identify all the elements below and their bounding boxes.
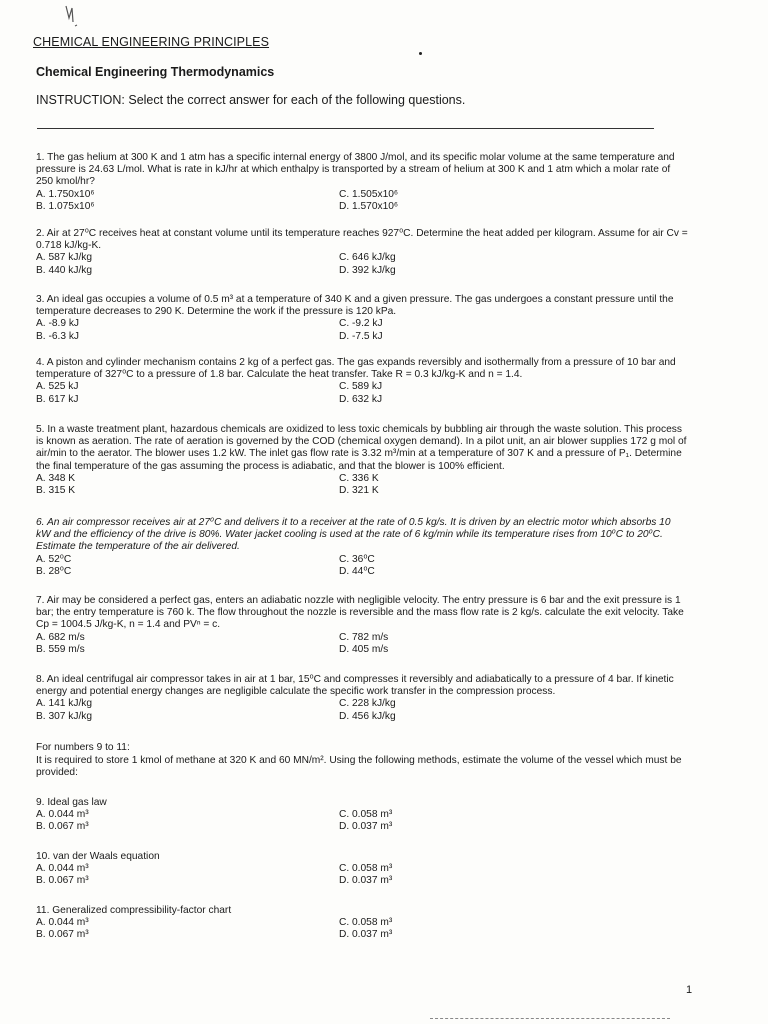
option-b[interactable]: B. 0.067 m³ (36, 821, 89, 833)
question-text: 1. The gas helium at 300 K and 1 atm has a specific internal energy of 3800 J/mol, and its specific molar volume at the same temperature and pressure is 24.63 L/mol. What is rate in kJ/hr at which enthalpy is transported by a stream of helium at 300 K and 1 atm which a molar rate of 250 kmol/hr? (36, 152, 675, 188)
option-c[interactable]: C. 1.505x10⁶ (339, 188, 399, 200)
stray-mark (419, 52, 422, 55)
question-text: 2. Air at 27⁰C receives heat at constant volume until its temperature reaches 927⁰C. Determine the heat added per kilogram. Assume for air Cv = 0.718 kJ/kg-K. (36, 228, 688, 252)
question-11 (36, 905, 688, 942)
option-b[interactable]: B. 0.067 m³ (36, 875, 89, 887)
option-a[interactable]: A. 348 K (36, 472, 76, 484)
question-2 (36, 228, 688, 277)
option-a[interactable]: A. 141 kJ/kg (36, 698, 93, 710)
option-d[interactable]: D. 1.570x10⁶ (339, 200, 399, 212)
course-title: CHEMICAL ENGINEERING PRINCIPLES (33, 35, 270, 49)
question-text: 9. Ideal gas law (36, 797, 107, 808)
option-d[interactable]: D. 456 kJ/kg (339, 710, 396, 722)
option-c[interactable]: C. 782 m/s (339, 631, 389, 643)
option-a[interactable]: A. 525 kJ (36, 381, 79, 393)
option-b[interactable]: B. 440 kJ/kg (36, 264, 93, 276)
question-6 (36, 517, 688, 578)
option-d[interactable]: D. 0.037 m³ (339, 929, 393, 941)
header-divider (37, 128, 654, 129)
page-number: 1 (686, 984, 693, 996)
option-d[interactable]: D. 392 kJ/kg (339, 264, 396, 276)
option-b[interactable]: B. 28⁰C (36, 565, 72, 577)
option-b[interactable]: B. 315 K (36, 485, 76, 497)
option-b[interactable]: B. 307 kJ/kg (36, 710, 93, 722)
question-7 (36, 595, 688, 656)
option-b[interactable]: B. 617 kJ (36, 393, 79, 405)
option-d[interactable]: D. -7.5 kJ (339, 330, 383, 342)
question-9 (36, 797, 688, 834)
question-text: 6. An air compressor receives air at 27⁰C and delivers it to a receiver at the rate of 0.5 kg/s. It is driven by an electric motor which absorbs 10 kW and the efficiency of the drive is 80%. Water jacket cooling is used at the rate of 6 kg/min while its temperature rises from 10⁰C to 20⁰C. Estimate the temperature of the air delivered. (36, 517, 671, 553)
option-b[interactable]: B. 559 m/s (36, 643, 85, 655)
group-text: It is required to store 1 kmol of methane at 320 K and 60 MN/m². Using the following methods, estimate the volume of the vessel which must be provided: (36, 754, 682, 778)
instruction-text: INSTRUCTION: Select the correct answer for each of the following questions. (36, 93, 466, 107)
option-c[interactable]: C. 0.058 m³ (339, 917, 393, 929)
option-d[interactable]: D. 405 m/s (339, 643, 389, 655)
question-text: 4. A piston and cylinder mechanism contains 2 kg of a perfect gas. The gas expands reversibly and isothermally from a pressure of 10 bar and temperature of 327⁰C to a pressure of 1.8 bar. Calculate the heat transfer. Take R = 0.3 kJ/kg-K and n = 1.4. (36, 357, 676, 381)
question-text: 3. An ideal gas occupies a volume of 0.5 m³ at a temperature of 340 K and a given pressure. The gas undergoes a constant pressure until the temperature decreases to 290 K. Determine the work if the pressure is 120 kPa. (36, 294, 674, 318)
question-5 (36, 424, 688, 497)
option-a[interactable]: A. 587 kJ/kg (36, 252, 93, 264)
option-a[interactable]: A. 0.044 m³ (36, 863, 89, 875)
question-4 (36, 357, 688, 406)
option-b[interactable]: B. 0.067 m³ (36, 929, 89, 941)
option-c[interactable]: C. 0.058 m³ (339, 809, 393, 821)
option-d[interactable]: D. 0.037 m³ (339, 875, 393, 887)
question-text: 8. An ideal centrifugal air compressor takes in air at 1 bar, 15⁰C and compresses it reversibly and adiabatically to a pressure of 4 bar. If kinetic energy and potential energy changes are negligible calculate the specific work transfer in the compression process. (36, 674, 674, 698)
option-b[interactable]: B. -6.3 kJ (36, 330, 80, 342)
option-d[interactable]: D. 44⁰C (339, 565, 375, 577)
option-a[interactable]: A. 0.044 m³ (36, 917, 89, 929)
option-a[interactable]: A. 682 m/s (36, 631, 85, 643)
option-c[interactable]: C. -9.2 kJ (339, 318, 383, 330)
question-1 (36, 152, 688, 213)
option-a[interactable]: A. 52⁰C (36, 553, 72, 565)
subject-title: Chemical Engineering Thermodynamics (36, 65, 275, 79)
option-c[interactable]: C. 0.058 m³ (339, 863, 393, 875)
question-10 (36, 851, 688, 888)
option-d[interactable]: D. 0.037 m³ (339, 821, 393, 833)
option-d[interactable]: D. 632 kJ (339, 393, 383, 405)
option-d[interactable]: D. 321 K (339, 485, 379, 497)
pen-scribble-mark (60, 4, 84, 34)
group-heading: For numbers 9 to 11: (36, 742, 130, 753)
option-c[interactable]: C. 228 kJ/kg (339, 698, 396, 710)
question-8 (36, 674, 688, 723)
option-a[interactable]: A. 0.044 m³ (36, 809, 89, 821)
option-c[interactable]: C. 36⁰C (339, 553, 375, 565)
option-a[interactable]: A. -8.9 kJ (36, 318, 80, 330)
option-c[interactable]: C. 589 kJ (339, 381, 383, 393)
option-a[interactable]: A. 1.750x10⁶ (36, 188, 95, 200)
group-intro (36, 742, 696, 780)
option-c[interactable]: C. 336 K (339, 472, 379, 484)
question-text: 7. Air may be considered a perfect gas, enters an adiabatic nozzle with negligible velocity. The entry pressure is 6 bar and the exit pressure is 1 bar; the entry temperature is 760 k. The flow throughout the nozzle is reversible and the mass flow rate is 2 kg/s. calculate the exit velocity. Take Cp = 1004.5 J/kg-K, n = 1.4 and PVⁿ = c. (36, 595, 684, 631)
option-c[interactable]: C. 646 kJ/kg (339, 252, 396, 264)
option-b[interactable]: B. 1.075x10⁶ (36, 200, 95, 212)
question-text: 10. van der Waals equation (36, 851, 160, 862)
scan-edge-mark (430, 1018, 670, 1019)
question-text: 11. Generalized compressibility-factor chart (36, 905, 232, 916)
question-3 (36, 294, 688, 343)
question-text: 5. In a waste treatment plant, hazardous chemicals are oxidized to less toxic chemicals by bubbling air through the waste solution. This process is known as aeration. The rate of aeration is governed by the COD (chemical oxygen demand). In a pilot unit, an air blower supplies 172 g mol of air/min to the aerator. The blower uses 1.2 kW. The inlet gas flow rate is 3.32 m³/min at a temperature of 307 K and a pressure of P₁. Determine the final temperature of the gas assuming the process is adiabatic, and that the blower is 100% efficient. (36, 424, 687, 472)
